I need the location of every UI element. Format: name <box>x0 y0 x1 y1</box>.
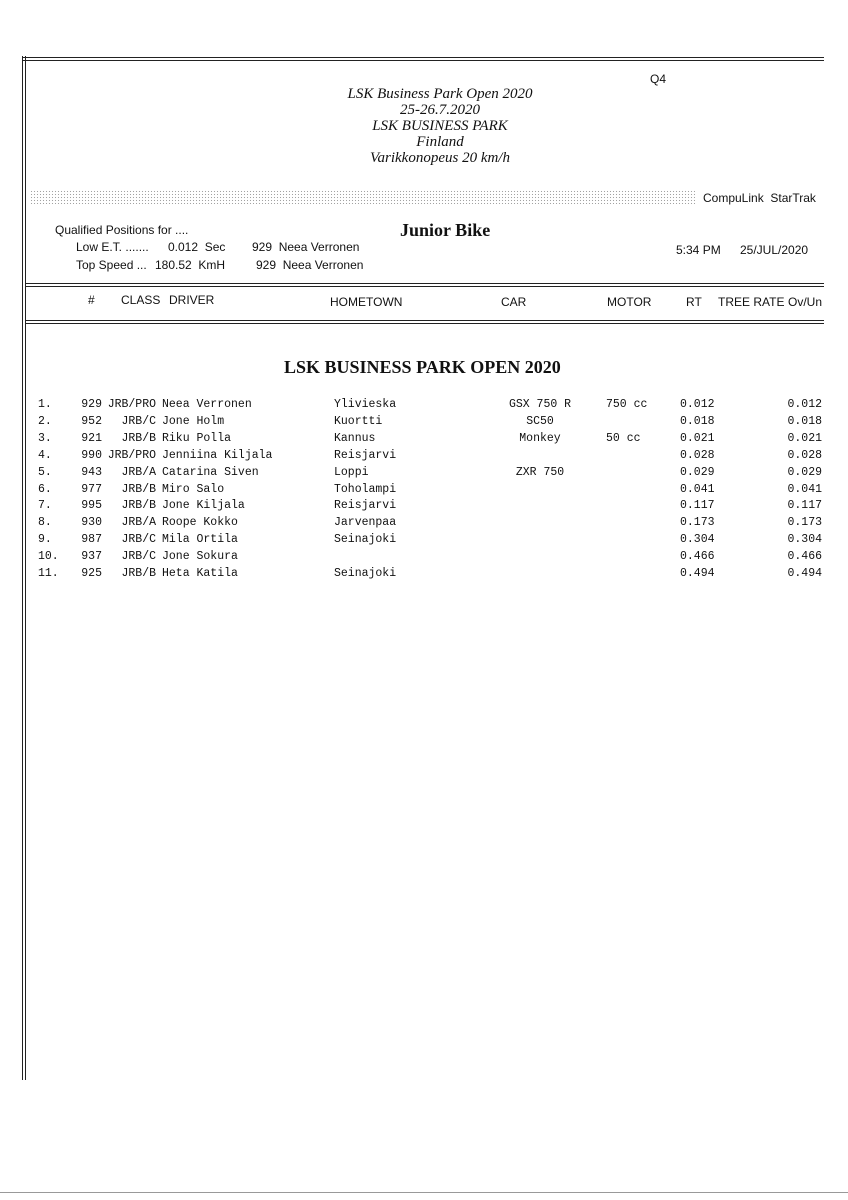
position: 2. <box>38 414 52 428</box>
table-row <box>0 550 848 567</box>
over-under: 0.466 <box>787 550 822 564</box>
bike-number: 943 <box>81 465 102 479</box>
driver-name: Riku Polla <box>162 431 232 445</box>
report-time: 5:34 PM <box>676 243 721 257</box>
reaction-time: 0.173 <box>680 516 715 530</box>
bike-number: 987 <box>81 533 102 547</box>
col-header-ovun: Ov/Un <box>788 295 823 309</box>
driver-name: Jone Sokura <box>162 550 238 564</box>
report-date: 25/JUL/2020 <box>740 243 809 257</box>
driver-name: Jone Holm <box>162 414 225 428</box>
reaction-time: 0.021 <box>680 431 715 445</box>
car: SC50 <box>526 414 554 428</box>
col-header-hometown: HOMETOWN <box>330 295 403 309</box>
columns-rule-2 <box>25 323 824 324</box>
top-speed-driver: 929 Neea Verronen <box>256 258 364 272</box>
bike-number: 925 <box>81 567 102 580</box>
col-header-motor: MOTOR <box>607 295 652 309</box>
header-rule-2 <box>25 286 824 287</box>
hometown: Reisjarvi <box>334 499 397 513</box>
car: GSX 750 R <box>508 398 572 411</box>
over-under: 0.021 <box>787 431 822 445</box>
low-et-value: 0.012 Sec <box>168 240 226 254</box>
bike-number: 995 <box>81 499 102 513</box>
bottom-rule <box>0 1192 848 1193</box>
position: 7. <box>38 499 52 513</box>
driver-name: Catarina Siven <box>162 465 259 479</box>
bike-number: 921 <box>81 431 102 445</box>
event-header <box>240 86 640 166</box>
driver-name: Miro Salo <box>162 482 225 496</box>
event-venue: LSK BUSINESS PARK <box>372 118 508 134</box>
reaction-time: 0.012 <box>680 398 715 411</box>
bike-number: 952 <box>81 414 102 428</box>
over-under: 0.304 <box>787 533 822 547</box>
over-under: 0.041 <box>787 482 822 496</box>
hometown: Reisjarvi <box>334 448 397 462</box>
col-header-class: CLASS <box>121 293 161 307</box>
col-header-tree-rate: TREE RATE <box>718 295 785 309</box>
driver-name: Mila Ortila <box>162 533 238 547</box>
top-speed-label: Top Speed ... <box>76 258 147 272</box>
reaction-time: 0.117 <box>680 499 715 513</box>
bike-number: 990 <box>81 448 102 462</box>
position: 3. <box>38 431 52 445</box>
driver-name: Heta Katila <box>162 567 238 580</box>
section-title: LSK BUSINESS PARK OPEN 2020 <box>284 357 561 377</box>
reaction-time: 0.028 <box>680 448 715 462</box>
over-under: 0.028 <box>787 448 822 462</box>
col-header-car: CAR <box>501 295 527 309</box>
over-under: 0.018 <box>787 414 822 428</box>
position: 10. <box>38 550 59 564</box>
over-under: 0.029 <box>787 465 822 479</box>
hometown: Loppi <box>334 465 369 479</box>
hometown: Seinajoki <box>334 567 397 580</box>
class-code: JRB/C <box>121 550 156 564</box>
bike-number: 930 <box>81 516 102 530</box>
bike-number: 929 <box>81 398 102 411</box>
class-code: JRB/C <box>121 533 156 547</box>
hometown: Jarvenpaa <box>334 516 397 530</box>
low-et-driver: 929 Neea Verronen <box>252 240 360 254</box>
table-row <box>0 516 848 533</box>
position: 6. <box>38 482 52 496</box>
col-header-num: # <box>88 293 95 307</box>
motor: 50 cc <box>606 431 641 445</box>
class-code: JRB/B <box>121 567 156 580</box>
position: 8. <box>38 516 52 530</box>
car: Monkey <box>519 431 561 445</box>
class-title: Junior Bike <box>400 220 491 240</box>
event-title: LSK Business Park Open 2020 <box>347 86 533 102</box>
top-rule-inner <box>22 60 824 61</box>
table-row <box>0 499 848 516</box>
reaction-time: 0.494 <box>680 567 715 580</box>
table-row <box>0 567 848 584</box>
driver-name: Roope Kokko <box>162 516 238 530</box>
position: 5. <box>38 465 52 479</box>
reaction-time: 0.041 <box>680 482 715 496</box>
col-header-driver: DRIVER <box>169 293 215 307</box>
dotted-band <box>30 190 695 204</box>
table-row <box>0 533 848 550</box>
table-row <box>0 432 848 449</box>
reaction-time: 0.304 <box>680 533 715 547</box>
car: ZXR 750 <box>515 465 565 479</box>
over-under: 0.173 <box>787 516 822 530</box>
driver-name: Neea Verronen <box>162 398 252 411</box>
class-code: JRB/A <box>121 516 156 530</box>
class-code: JRB/C <box>121 414 156 428</box>
reaction-time: 0.466 <box>680 550 715 564</box>
table-row <box>0 449 848 466</box>
class-code: JRB/PRO <box>107 398 156 411</box>
over-under: 0.494 <box>787 567 822 580</box>
low-et-label: Low E.T. ....... <box>76 240 149 254</box>
table-row <box>0 483 848 500</box>
class-code: JRB/B <box>121 499 156 513</box>
position: 1. <box>38 398 52 411</box>
hometown: Toholampi <box>334 482 397 496</box>
driver-name: Jenniina Kiljala <box>162 448 273 462</box>
class-code: JRB/B <box>121 482 156 496</box>
system-name: CompuLink StarTrak <box>703 191 816 205</box>
table-row <box>0 466 848 483</box>
position: 11. <box>38 567 59 580</box>
hometown: Kannus <box>334 431 376 445</box>
hometown: Ylivieska <box>334 398 397 411</box>
class-code: JRB/A <box>121 465 156 479</box>
class-code: JRB/PRO <box>107 448 156 462</box>
event-pit-speed: Varikkonopeus 20 km/h <box>370 150 510 166</box>
columns-rule-1 <box>25 320 824 321</box>
table-row <box>0 398 848 415</box>
hometown: Kuortti <box>334 414 383 428</box>
reaction-time: 0.018 <box>680 414 715 428</box>
event-dates: 25-26.7.2020 <box>400 102 480 118</box>
session-label: Q4 <box>650 72 667 86</box>
class-code: JRB/B <box>121 431 156 445</box>
col-header-rt: RT <box>686 295 702 309</box>
position: 4. <box>38 448 52 462</box>
over-under: 0.012 <box>787 398 822 411</box>
table-row <box>0 415 848 432</box>
header-rule-1 <box>25 283 824 284</box>
top-speed-value: 180.52 KmH <box>155 258 226 272</box>
qualified-heading: Qualified Positions for .... <box>55 223 189 237</box>
event-country: Finland <box>416 134 464 150</box>
driver-name: Jone Kiljala <box>162 499 245 513</box>
motor: 750 cc <box>606 398 648 411</box>
bike-number: 937 <box>81 550 102 564</box>
over-under: 0.117 <box>787 499 822 513</box>
top-rule <box>22 57 824 58</box>
bike-number: 977 <box>81 482 102 496</box>
reaction-time: 0.029 <box>680 465 715 479</box>
position: 9. <box>38 533 52 547</box>
hometown: Seinajoki <box>334 533 397 547</box>
